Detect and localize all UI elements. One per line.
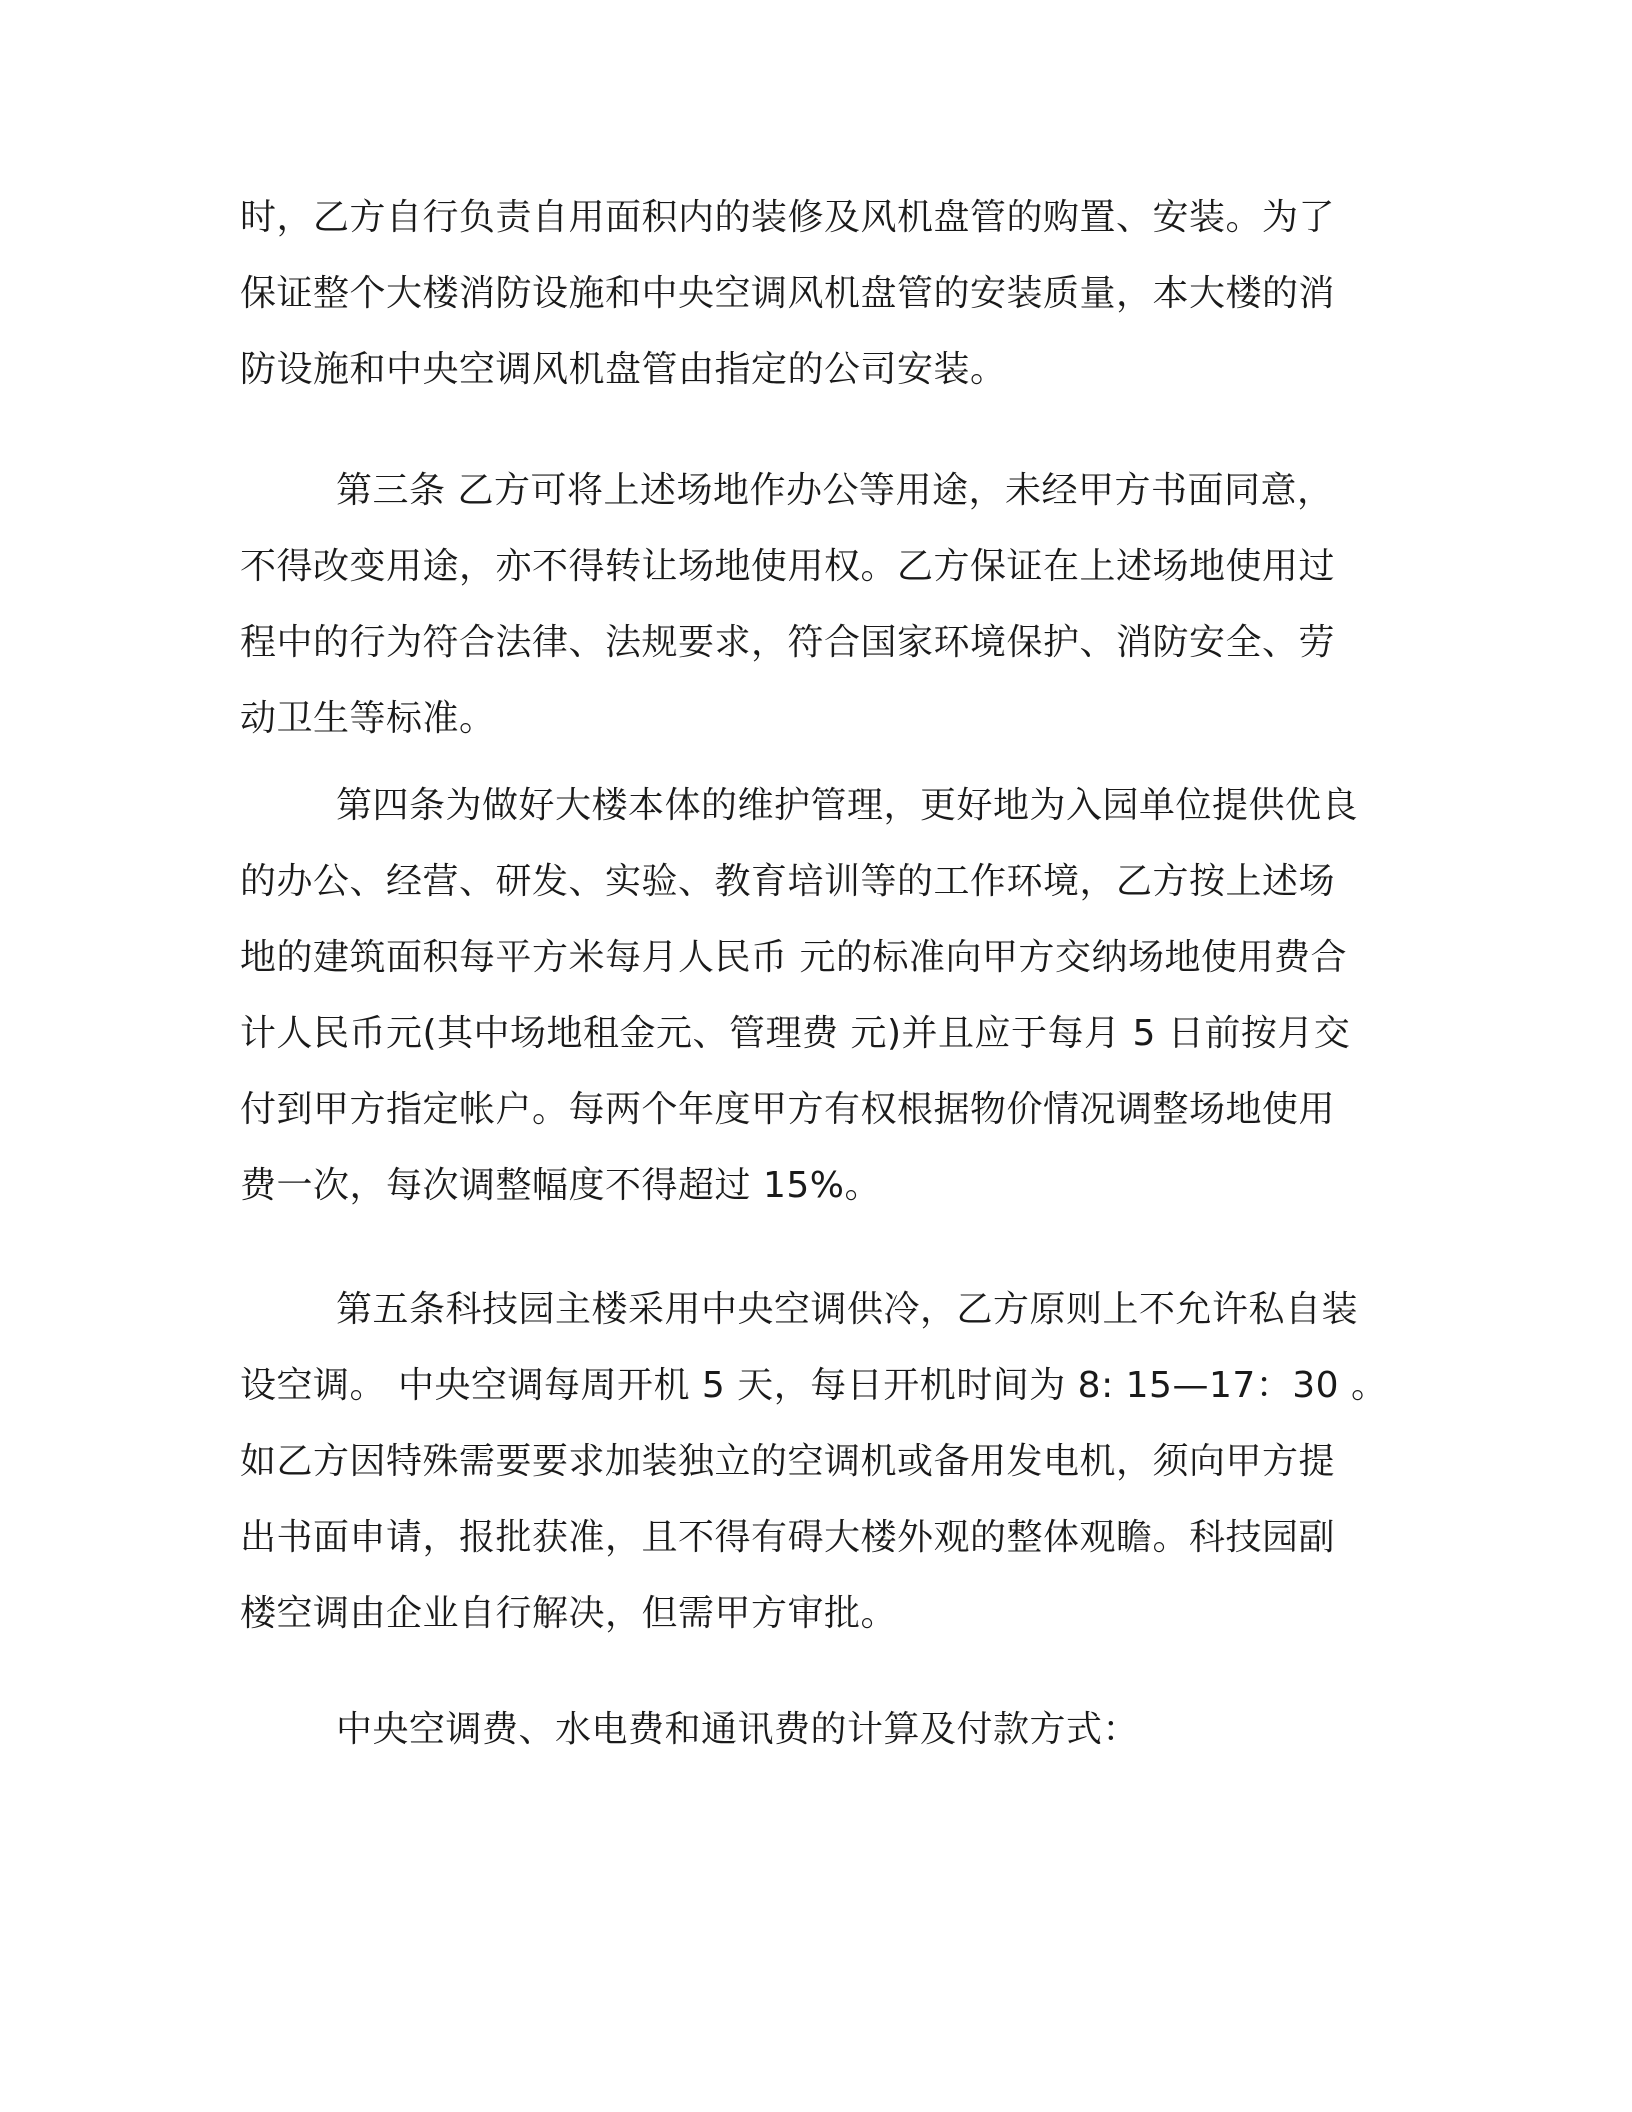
paragraph-article-3 <box>240 453 1380 757</box>
text-line: 中央空调费、水电费和通讯费的计算及付款方式： <box>336 1709 1140 1750</box>
text-line: 保证整个大楼消防设施和中央空调风机盘管的安装质量，本大楼的消 <box>240 273 1336 314</box>
text-line: 计人民币元(其中场地租金元、管理费 元)并且应于每月 5 日前按月交 <box>240 1013 1351 1054</box>
paragraph-article-5 <box>240 1272 1388 1652</box>
paragraph-article-4 <box>240 768 1380 1224</box>
text-line: 设空调。 中央空调每周开机 5 天，每日开机时间为 8: 15—17：30 。 <box>240 1365 1388 1406</box>
text-line: 地的建筑面积每平方米每月人民币 元的标准向甲方交纳场地使用费合 <box>240 937 1347 978</box>
text-line: 不得改变用途，亦不得转让场地使用权。乙方保证在上述场地使用过 <box>240 546 1336 587</box>
text-line: 付到甲方指定帐户。每两个年度甲方有权根据物价情况调整场地使用 <box>240 1089 1336 1130</box>
text-line: 时，乙方自行负责自用面积内的装修及风机盘管的购置、安装。为了 <box>240 197 1336 238</box>
text-line: 第三条 乙方可将上述场地作办公等用途，未经甲方书面同意， <box>336 470 1334 511</box>
text-line: 如乙方因特殊需要要求加装独立的空调机或备用发电机，须向甲方提 <box>240 1441 1336 1482</box>
text-line: 第五条科技园主楼采用中央空调供冷，乙方原则上不允许私自装 <box>336 1289 1359 1330</box>
text-line: 出书面申请，报批获准，且不得有碍大楼外观的整体观瞻。科技园副 <box>240 1517 1336 1558</box>
section-heading <box>240 1692 1380 1768</box>
text-line: 的办公、经营、研发、实验、教育培训等的工作环境，乙方按上述场 <box>240 861 1336 902</box>
paragraph-intro <box>240 180 1380 408</box>
text-line: 费一次，每次调整幅度不得超过 15%。 <box>240 1165 881 1206</box>
text-line: 楼空调由企业自行解决，但需甲方审批。 <box>240 1593 898 1634</box>
text-line: 第四条为做好大楼本体的维护管理，更好地为入园单位提供优良 <box>336 785 1359 826</box>
text-line: 动卫生等标准。 <box>240 698 496 739</box>
text-line: 防设施和中央空调风机盘管由指定的公司安装。 <box>240 349 1007 390</box>
text-line: 程中的行为符合法律、法规要求，符合国家环境保护、消防安全、劳 <box>240 622 1336 663</box>
